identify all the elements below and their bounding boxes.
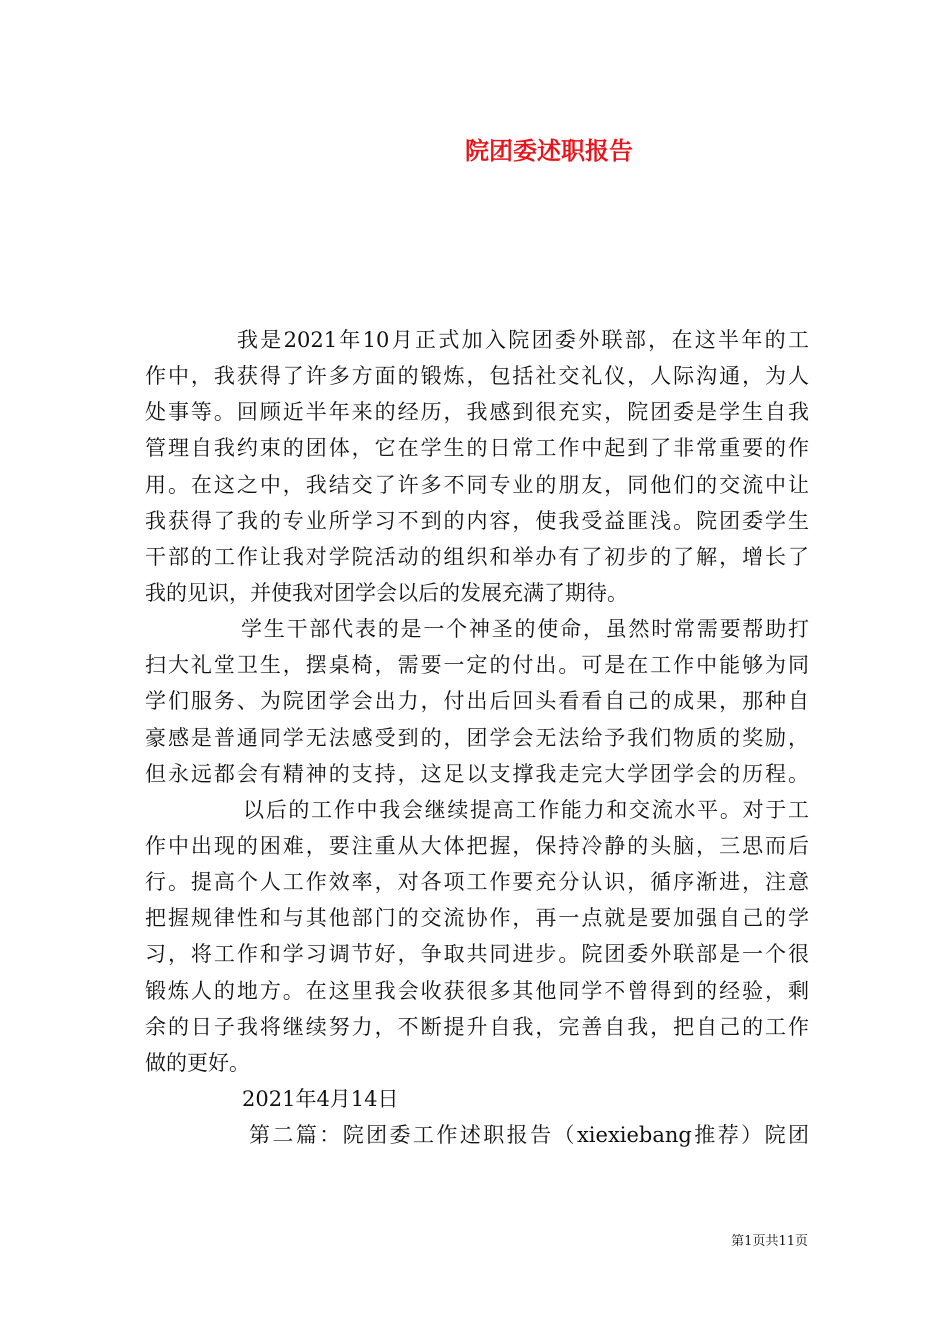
paragraph-3-line-2: 作中出现的困难，要注重从大体把握，保持冷静的头脑，三思而后	[145, 833, 809, 858]
next-section-heading: 第二篇：院团委工作述职报告（xiexiebang推荐）院团	[249, 1123, 809, 1148]
paragraph-1-line-6: 我获得了我的专业所学习不到的内容，使我受益匪浅。院团委学生	[145, 508, 809, 533]
paragraph-2-line-5: 但永远都会有精神的支持，这足以支撑我走完大学团学会的历程。	[145, 761, 809, 786]
paragraph-1-line-4: 管理自我约束的团体，它在学生的日常工作中起到了非常重要的作	[145, 436, 809, 461]
paragraph-3-line-7: 余的日子我将继续努力，不断提升自我，完善自我，把自己的工作	[145, 1014, 809, 1039]
paragraph-1-line-2: 作中，我获得了许多方面的锻炼，包括社交礼仪，人际沟通，为人	[145, 364, 809, 389]
paragraph-1-line-5: 用。在这之中，我结交了许多不同专业的朋友，同他们的交流中让	[145, 472, 809, 497]
document-body	[145, 322, 809, 1153]
page-footer	[0, 1232, 808, 1252]
paragraph-2-line-2: 扫大礼堂卫生，摆桌椅，需要一定的付出。可是在工作中能够为同	[145, 653, 809, 678]
paragraph-1-line-1: 我是2021年10月正式加入院团委外联部，在这半年的工	[237, 328, 809, 352]
paragraph-1-line-8: 我的见识，并使我对团学会以后的发展充满了期待。	[145, 580, 628, 605]
paragraph-2-line-4: 豪感是普通同学无法感受到的，团学会无法给予我们物质的奖励，	[145, 725, 809, 750]
paragraph-1-line-7: 干部的工作让我对学院活动的组织和举办有了初步的了解，增长了	[145, 544, 809, 569]
paragraph-3-line-5: 习，将工作和学习调节好，争取共同进步。院团委外联部是一个很	[145, 942, 809, 967]
paragraph-2-line-3: 学们服务、为院团学会出力，付出后回头看看自己的成果，那种自	[145, 689, 809, 714]
page-title: 院团委述职报告	[465, 136, 633, 165]
paragraph-2-line-1: 学生干部代表的是一个神圣的使命，虽然时常需要帮助打	[241, 617, 809, 642]
paragraph-3-line-8: 做的更好。	[145, 1050, 250, 1075]
paragraph-3-line-6: 锻炼人的地方。在这里我会收获很多其他同学不曾得到的经验，剩	[145, 978, 809, 1003]
report-date: 2021年4月14日	[242, 1086, 399, 1111]
paragraph-3-line-4: 把握规律性和与其他部门的交流协作，再一点就是要加强自己的学	[145, 906, 809, 931]
paragraph-1-line-3: 处事等。回顾近半年来的经历，我感到很充实，院团委是学生自我	[145, 400, 809, 425]
paragraph-3-line-3: 行。提高个人工作效率，对各项工作要充分认识，循序渐进，注意	[145, 870, 809, 895]
paragraph-3-line-1: 以后的工作中我会继续提高工作能力和交流水平。对于工	[243, 797, 809, 822]
page-indicator: 第1页共11页	[731, 1234, 808, 1249]
